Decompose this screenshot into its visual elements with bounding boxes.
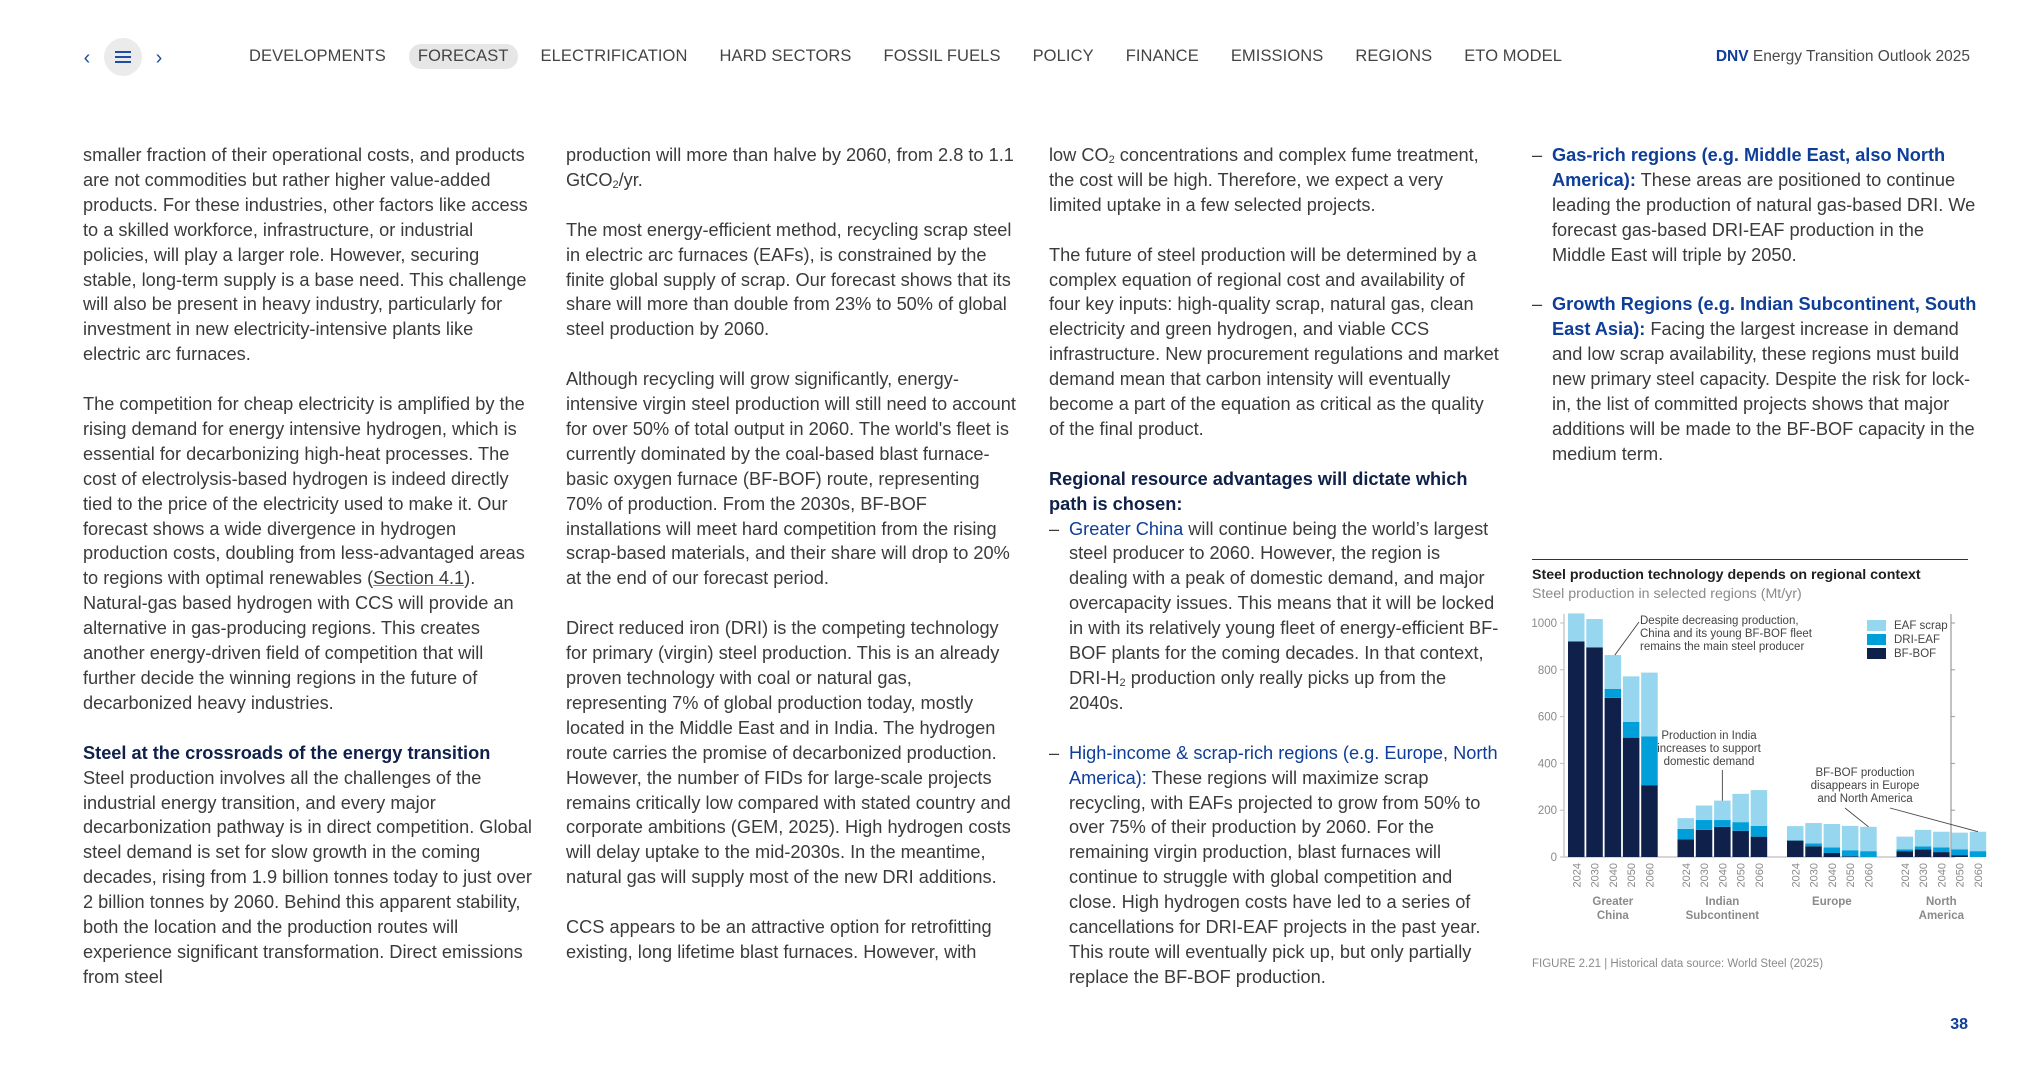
bar-segment-eaf-scrap <box>1605 655 1622 689</box>
bar-segment-bf-bof <box>1568 641 1585 857</box>
y-tick-label: 0 <box>1550 852 1557 864</box>
figure-caption: FIGURE 2.21 | Historical data source: World Steel (2025) <box>1532 958 1824 970</box>
group-label: Indian <box>1705 896 1740 908</box>
legend-swatch <box>1867 648 1886 659</box>
x-tick-label: 2050 <box>1626 863 1639 888</box>
region-link[interactable]: Greater China <box>1069 518 1184 539</box>
bar-segment-bf-bof <box>1824 853 1841 857</box>
paragraph <box>566 143 1016 193</box>
x-tick-label: 2040 <box>1607 863 1620 888</box>
bar-segment-bf-bof <box>1623 738 1640 857</box>
bar-segment-eaf-scrap <box>1842 826 1859 850</box>
bar-segment-eaf-scrap <box>1732 794 1749 822</box>
group-label: Europe <box>1812 896 1852 908</box>
text-column-4 <box>1532 143 1982 492</box>
publication-brand <box>1716 48 1970 66</box>
dash-bullet: – <box>1532 294 1543 315</box>
bar-segment-eaf-scrap <box>1751 790 1768 826</box>
bar-segment-dri-eaf <box>1732 822 1749 831</box>
tab-forecast[interactable]: FORECAST <box>409 44 518 69</box>
bar-segment-bf-bof <box>1951 855 1968 857</box>
annotation-text: remains the main steel producer <box>1640 641 1805 653</box>
tab-eto-model[interactable]: ETO MODEL <box>1464 47 1562 65</box>
x-tick-label: 2030 <box>1918 863 1931 888</box>
y-tick-label: 400 <box>1537 758 1557 771</box>
legend-label: EAF scrap <box>1894 620 1948 632</box>
annotation-text: Production in India <box>1661 730 1757 742</box>
bar-segment-bf-bof <box>1933 852 1950 857</box>
bar-segment-eaf-scrap <box>1787 826 1804 840</box>
brand-logo-text: DNV <box>1715 48 1749 65</box>
publication-title: Energy Transition Outlook 2025 <box>1752 48 1970 65</box>
figure <box>1531 559 1985 970</box>
paragraph: The future of steel production will be determined by a complex equation of regional cost and availability of four key inputs: high-quality scrap, natural gas, clean electricity and green hydrogen, and viable CCS infrastructure. New procurement regulations and market demand mean that carbon intensity will eventually become a part of the equation as critical as the quality of the final product. <box>1049 244 1499 439</box>
bar-segment-eaf-scrap <box>1897 837 1914 850</box>
annotation-text: increases to support <box>1657 743 1761 755</box>
x-tick-label: 2024 <box>1899 863 1912 888</box>
y-tick-label: 600 <box>1537 711 1557 724</box>
bar-segment-dri-eaf <box>1824 847 1841 853</box>
x-tick-label: 2060 <box>1863 863 1876 888</box>
group-label: China <box>1596 910 1629 922</box>
bar-segment-bf-bof <box>1751 837 1768 857</box>
bullet-item <box>1049 741 1499 990</box>
group-label: North <box>1926 896 1957 908</box>
x-tick-label: 2024 <box>1790 863 1803 888</box>
x-tick-label: 2024 <box>1571 863 1584 888</box>
annotation-text: China and its young BF-BOF fleet <box>1640 628 1812 640</box>
subscript: 2 <box>1108 154 1115 166</box>
text-column-3 <box>1049 143 1499 1015</box>
paragraph-text: production will more than halve by 2060, from 2.8 to 1.1 GtCO <box>566 145 1014 190</box>
hamburger-menu-icon <box>115 51 131 63</box>
legend-label: BF-BOF <box>1894 648 1937 660</box>
bar-segment-eaf-scrap <box>1951 833 1968 850</box>
chevron-right-icon: › <box>155 46 163 69</box>
bar-segment-dri-eaf <box>1970 851 1987 857</box>
section-tabs <box>240 44 1585 69</box>
x-tick-label: 2050 <box>1845 863 1858 888</box>
tab-regions[interactable]: REGIONS <box>1355 47 1433 65</box>
paragraph: CCS appears to be an attractive option for retrofitting existing, long lifetime blast furnaces. However, with <box>566 917 992 962</box>
tab-policy[interactable]: POLICY <box>1032 47 1094 65</box>
chevron-left-icon: ‹ <box>83 46 91 69</box>
bar-segment-dri-eaf <box>1915 846 1932 849</box>
bar-segment-dri-eaf <box>1805 843 1822 846</box>
section-heading: Regional resource advantages will dictate which path is chosen: <box>1049 468 1468 514</box>
x-tick-label: 2050 <box>1954 863 1967 888</box>
bar-segment-dri-eaf <box>1605 689 1622 698</box>
bar-segment-dri-eaf <box>1696 820 1713 830</box>
x-tick-label: 2060 <box>1753 863 1766 888</box>
bar-segment-eaf-scrap <box>1586 619 1603 647</box>
bar-segment-dri-eaf <box>1933 847 1950 852</box>
dash-bullet: – <box>1532 145 1543 165</box>
bar-segment-bf-bof <box>1696 830 1713 857</box>
bar-segment-eaf-scrap <box>1714 801 1731 820</box>
paragraph-text: /yr. <box>618 169 643 190</box>
section-heading: Steel at the crossroads of the energy transition <box>83 742 491 763</box>
bar-segment-eaf-scrap <box>1678 818 1695 829</box>
bar-segment-dri-eaf <box>1641 736 1658 785</box>
annotation-text: and North America <box>1817 793 1913 805</box>
paragraph-text: low CO <box>1049 145 1109 165</box>
paragraph-text: ). Natural-gas based hydrogen with CCS will provide an alternative in gas-producing regions. This creates another energy-driven field of competition that will further decide the winning regions in the future of decarbonized heavy industries. <box>83 568 514 713</box>
legend-label: DRI-EAF <box>1894 634 1940 646</box>
y-tick-label: 800 <box>1537 664 1557 677</box>
bullet-item <box>1049 517 1499 716</box>
subscript: 2 <box>1119 677 1126 689</box>
bar-segment-dri-eaf <box>1860 851 1877 857</box>
bar-segment-dri-eaf <box>1842 850 1859 856</box>
bar-segment-bf-bof <box>1678 839 1695 857</box>
stacked-bar-chart <box>1531 612 1985 952</box>
previous-page-button[interactable] <box>76 38 98 78</box>
bar-segment-dri-eaf <box>1678 829 1695 840</box>
y-tick-label: 200 <box>1537 805 1557 818</box>
bullet-text: These areas are positioned to continue leading the production of natural gas-based DRI. We forecast gas-based DRI-EAF production in the Middle East will triple by 2050. <box>1552 169 1976 265</box>
annotation-text: disappears in Europe <box>1810 780 1920 792</box>
legend-swatch <box>1867 634 1886 645</box>
paragraph: Although recycling will grow significantly, energy-intensive virgin steel production will still need to account for over 50% of total output in 2060. The world's fleet is currently dominated by the coal-based blast furnace-basic oxygen furnace (BF-BOF) route, representing 70% of production. From the 2030s, BF-BOF installations will meet hard competition from the rising scrap-based materials, and their share will drop to 20% at the end of our forecast period. <box>566 369 1016 589</box>
bar-segment-bf-bof <box>1732 831 1749 857</box>
paragraph-text: concentrations and complex fume treatment, the cost will be high. Therefore, we expect a very limited uptake in a few selected projects. <box>1049 145 1479 215</box>
bullet-text: will continue being the world’s largest steel producer to 2060. However, the region is dealing with a peak of domestic demand, and major overcapacity issues. This means that it will be locked in with its relatively young fleet of energy-efficient BF-BOF plants for the coming decades. In that context, DRI-H <box>1069 518 1499 688</box>
bar-segment-eaf-scrap <box>1915 830 1932 847</box>
annotation-leader-line <box>1845 808 1868 827</box>
bar-segment-bf-bof <box>1805 846 1822 857</box>
tab-fossil-fuels[interactable]: FOSSIL FUELS <box>883 47 1001 65</box>
bar-segment-bf-bof <box>1586 647 1603 857</box>
menu-button[interactable] <box>104 38 142 76</box>
annotation-leader-line <box>1615 622 1639 655</box>
bar-segment-bf-bof <box>1842 856 1859 857</box>
bar-segment-eaf-scrap <box>1641 673 1658 737</box>
legend-swatch <box>1867 620 1886 631</box>
bar-segment-eaf-scrap <box>1933 832 1950 848</box>
subscript: 2 <box>612 178 619 191</box>
region-heading: Gas-rich regions (e.g. Middle East, also North America): <box>1552 145 1946 190</box>
bar-segment-dri-eaf <box>1951 849 1968 855</box>
bar-segment-eaf-scrap <box>1970 832 1987 851</box>
bar-segment-eaf-scrap <box>1696 806 1713 821</box>
tab-hard-sectors[interactable]: HARD SECTORS <box>719 47 852 65</box>
region-link[interactable]: High-income & scrap-rich regions (e.g. Europe, North America): <box>1069 742 1498 788</box>
bar-segment-bf-bof <box>1641 785 1658 857</box>
paragraph: Direct reduced iron (DRI) is the competing technology for primary (virgin) steel production. This is an already proven technology with coal or natural gas, representing 7% of global production today, mostly located in the Middle East and in India. The hydrogen route carries the promise of decarbonized production. However, the number of FIDs for large-scale projects remains critically low compared with stated country and corporate ambitions (GEM, 2025). High hydrogen costs will delay uptake to the mid-2030s. In the meantime, natural gas will supply most of the new DRI additions. <box>566 618 1011 888</box>
bar-segment-dri-eaf <box>1751 826 1768 837</box>
bar-segment-bf-bof <box>1787 841 1804 857</box>
annotation-leader-line <box>1890 808 1978 832</box>
x-tick-label: 2040 <box>1936 863 1949 888</box>
bar-segment-eaf-scrap <box>1860 827 1877 851</box>
dash-bullet: – <box>1049 742 1060 763</box>
x-tick-label: 2040 <box>1826 863 1839 888</box>
figure-title: Steel production technology depends on regional context <box>1532 567 1921 583</box>
bullet-text: production only really picks up from the 2040s. <box>1069 668 1447 713</box>
group-label: America <box>1918 910 1965 922</box>
bar-segment-bf-bof <box>1915 849 1932 857</box>
bar-segment-dri-eaf <box>1623 722 1640 738</box>
section-link[interactable]: Section 4.1 <box>373 568 465 589</box>
x-tick-label: 2050 <box>1735 863 1748 888</box>
bullet-text: These regions will maximize scrap recycling, with EAFs projected to grow from 50% to over 75% of their production by 2060. For the remaining virgin production, blast furnaces will continue to struggle with global competition and close. High hydrogen costs have led to a series of cancellations for DRI-EAF projects in the past year. This route will eventually pick up, but only partially replace the BF-BOF production. <box>1069 767 1481 987</box>
paragraph <box>83 392 533 716</box>
bar-segment-bf-bof <box>1605 698 1622 857</box>
y-tick-label: 1000 <box>1531 618 1557 630</box>
bar-segment-eaf-scrap <box>1805 823 1822 843</box>
region-heading: Growth Regions (e.g. Indian Subcontinent, South East Asia): <box>1552 294 1977 340</box>
bar-segment-eaf-scrap <box>1623 676 1640 722</box>
x-tick-label: 2060 <box>1644 863 1657 888</box>
paragraph-text: The competition for cheap electricity is amplified by the rising demand for energy intensive hydrogen, which is essential for decarbonizing high-heat processes. The cost of electrolysis-based hydrogen is indeed directly tied to the price of the electricity used to make it. Our forecast shows a wide divergence in hydrogen production costs, doubling from less-advantaged areas to regions with optimal renewables ( <box>83 394 525 589</box>
tab-developments[interactable]: DEVELOPMENTS <box>249 47 386 65</box>
group-label: Greater <box>1592 896 1634 908</box>
annotation-text: BF-BOF production <box>1815 767 1915 779</box>
text-column-2 <box>566 143 1016 990</box>
x-tick-label: 2024 <box>1680 863 1693 888</box>
bar-segment-bf-bof <box>1714 827 1731 857</box>
annotation-text: domestic demand <box>1663 756 1755 768</box>
tab-electrification[interactable]: ELECTRIFICATION <box>540 47 688 65</box>
x-tick-label: 2060 <box>1972 863 1985 888</box>
x-tick-label: 2040 <box>1717 863 1730 888</box>
bullet-item <box>1532 292 1982 466</box>
bar-segment-bf-bof <box>1897 851 1914 857</box>
bullet-text: Facing the largest increase in demand and low scrap availability, these regions must build new primary steel capacity. Despite the risk for lock-in, the list of committed projects shows that major additions will be made to the BF-BOF capacity in the medium term. <box>1552 319 1975 464</box>
bullet-item <box>1532 143 1982 268</box>
figure-subtitle: Steel production in selected regions (Mt/yr) <box>1532 586 1802 602</box>
annotation-text: Despite decreasing production, <box>1640 615 1799 627</box>
paragraph: Steel production involves all the challenges of the industrial energy transition, and every major decarbonization pathway is in direct competition. Global steel demand is set for slow growth in the coming decades, rising from 1.9 billion tonnes today to just over 2 billion tonnes by 2060. Behind this apparent stability, both the location and the production routes will experience significant transformation. Direct emissions from steel <box>83 767 532 987</box>
x-tick-label: 2030 <box>1808 863 1821 888</box>
x-tick-label: 2030 <box>1589 863 1602 888</box>
bar-segment-eaf-scrap <box>1824 824 1841 847</box>
paragraph: smaller fraction of their operational costs, and products are not commodities but rather higher value-added products. For these industries, other factors like access to a skilled workforce, infrastructure, or industrial policies, will play a larger role. However, securing stable, long-term supply is a base need. This challenge will also be present in heavy industry, particularly for investment in new electricity-intensive plants like electric arc furnaces. <box>83 145 528 365</box>
bar-segment-eaf-scrap <box>1568 613 1585 641</box>
paragraph: The most energy-efficient method, recycling scrap steel in electric arc furnaces (EAFs), is constrained by the finite global supply of scrap. Our forecast shows that its share will more than double from 23% to 50% of global steel production by 2060. <box>566 219 1012 340</box>
page-number: 38 <box>1950 1016 1968 1033</box>
tab-emissions[interactable]: EMISSIONS <box>1230 47 1324 65</box>
figure-top-rule <box>1532 559 1968 560</box>
bar-segment-dri-eaf <box>1897 849 1914 851</box>
text-column-1 <box>83 143 533 1015</box>
group-label: Subcontinent <box>1685 910 1760 922</box>
dash-bullet: – <box>1049 518 1060 539</box>
next-page-button[interactable] <box>148 38 170 78</box>
x-tick-label: 2030 <box>1699 863 1712 888</box>
tab-finance[interactable]: FINANCE <box>1125 47 1199 65</box>
bar-segment-dri-eaf <box>1714 820 1731 827</box>
top-navigation <box>0 38 2040 78</box>
paragraph <box>1049 143 1499 218</box>
